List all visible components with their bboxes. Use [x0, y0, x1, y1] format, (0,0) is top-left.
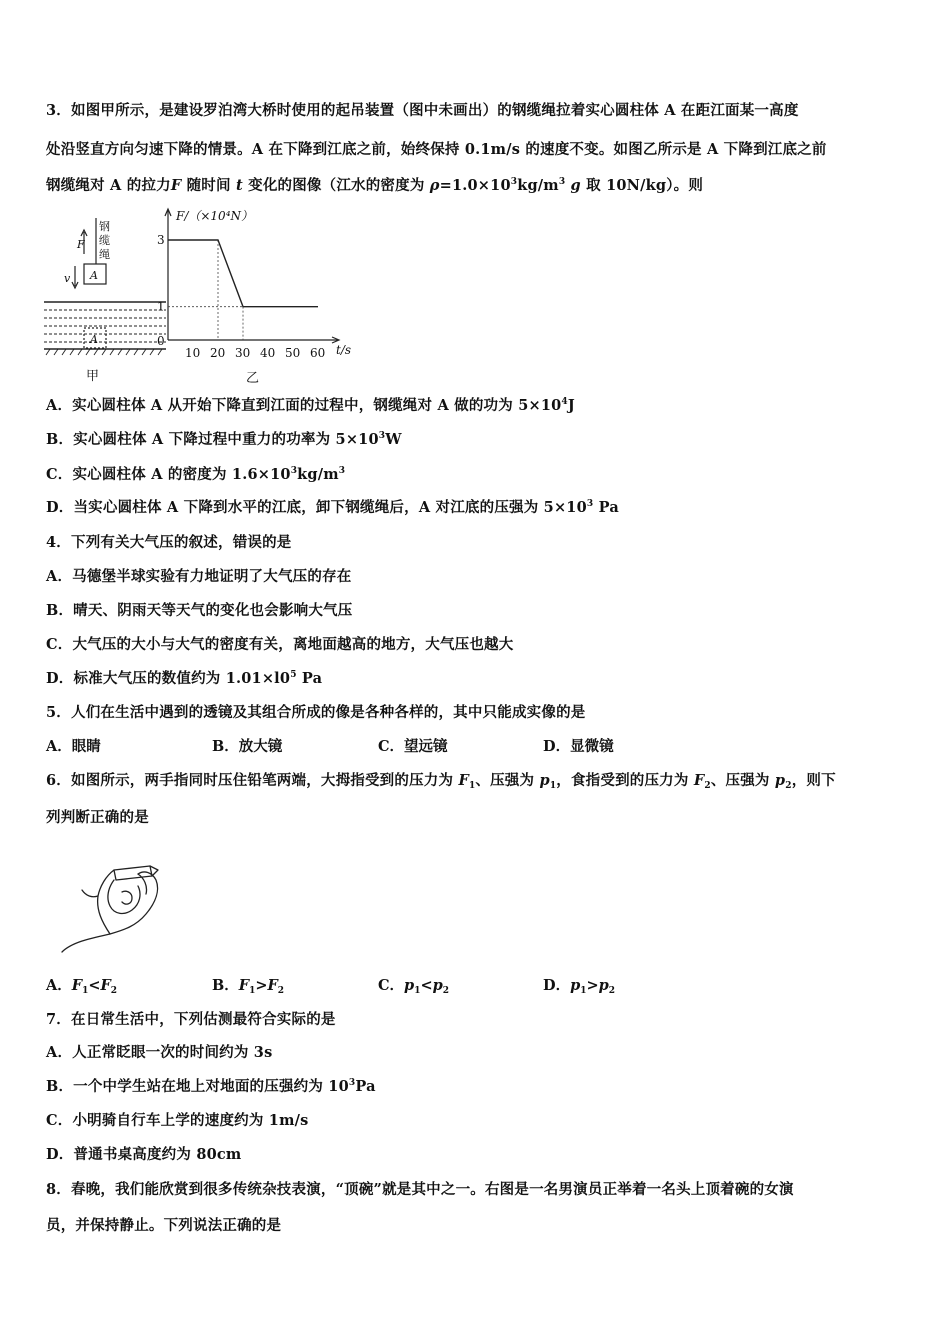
q6-option-d[interactable]: D．$p_1>p_2$: [543, 977, 616, 996]
q6-stem-line1: 6．如图所示，两手指同时压住铅笔两端，大拇指受到的压力为 $F_1$、压强为 $p_1$，食指受到的压力为 $F_2$、压强为 $p_2$，则下: [46, 772, 836, 791]
x-tick-label: 30: [235, 346, 251, 360]
figure-yi-chart: [150, 204, 370, 388]
q4-option-c[interactable]: C．大气压的大小与大气的密度有关，离地面越高的地方，大气压也越大: [46, 636, 514, 653]
q7-option-c[interactable]: C．小明骑自行车上学的速度约为 1m/s: [46, 1112, 309, 1129]
block-label: A: [90, 269, 98, 282]
q3-stem-line1: 3．如图甲所示，是建设罗泊湾大桥时使用的起吊装置（图中未画出）的钢缆绳拉着实心圆柱体 A 在距江面某一高度: [46, 102, 799, 119]
caption-jia: 甲: [86, 369, 100, 384]
q4-option-b[interactable]: B．晴天、阴雨天等天气的变化也会影响大气压: [46, 602, 353, 619]
q3-option-d[interactable]: D．当实心圆柱体 A 下降到水平的江底，卸下钢缆绳后，A 对江底的压强为 $5\times 10^3$ Pa: [46, 499, 619, 516]
q6-stem-line2: 列判断正确的是: [46, 809, 149, 826]
q5-option-d[interactable]: D．显微镜: [543, 738, 614, 755]
q6-option-a[interactable]: A．$F_1<F_2$: [46, 977, 118, 996]
x-axis-label: t/s: [336, 343, 352, 357]
cable-label-2: 缆: [99, 234, 110, 247]
q7-option-a[interactable]: A．人正常眨眼一次的时间约为 3s: [46, 1044, 273, 1061]
q7-stem: 7．在日常生活中，下列估测最符合实际的是: [46, 1011, 336, 1028]
q3-option-a[interactable]: A．实心圆柱体 A 从开始下降直到江面的过程中，钢缆绳对 A 做的功为 $5\times 10^4J$: [46, 397, 575, 414]
caption-yi: 乙: [246, 371, 260, 386]
x-tick-label: 50: [285, 346, 301, 360]
q7-option-d[interactable]: D．普通书桌高度约为 80cm: [46, 1146, 242, 1163]
y-tick-label: 1: [157, 299, 165, 314]
x-tick-label: 20: [210, 346, 226, 360]
q6-option-c[interactable]: C．$p_1<p_2$: [378, 977, 450, 996]
q3-option-b[interactable]: B．实心圆柱体 A 下降过程中重力的功率为 $5\times 10^3W$: [46, 431, 402, 448]
q8-stem-line1: 8．春晚，我们能欣赏到很多传统杂技表演，“顶碗”就是其中之一。右图是一名男演员正举着一名头上顶着碗的女演: [46, 1181, 794, 1198]
block-label-bottom: A: [90, 333, 98, 346]
series-f-line: [168, 240, 318, 307]
force-label: F: [77, 238, 85, 251]
velocity-label: v: [64, 272, 71, 285]
x-tick-label: 40: [260, 346, 276, 360]
q8-stem-line2: 员，并保持静止。下列说法正确的是: [46, 1217, 282, 1234]
cable-label-1: 钢: [99, 220, 110, 233]
q5-option-b[interactable]: B．放大镜: [212, 738, 283, 755]
pencil: [114, 866, 152, 880]
q5-option-a[interactable]: A．眼睛: [46, 738, 101, 755]
q7-option-b[interactable]: B．一个中学生站在地上对地面的压强约为 $10^3Pa$: [46, 1078, 376, 1095]
cable-label-3: 绳: [99, 248, 110, 261]
y-axis-label: F/（×10⁴N）: [176, 209, 254, 223]
x-tick-label: 10: [185, 346, 201, 360]
q5-stem: 5．人们在生活中遇到的透镜及其组合所成的像是各种各样的，其中只能成实像的是: [46, 704, 586, 721]
q4-option-d[interactable]: D．标准大气压的数值约为 $1.01\times l0^5$ Pa: [46, 670, 323, 687]
q3-stem-line3: 钢缆绳对 A 的拉力F 随时间 t 变化的图像（江水的密度为 $\rho=1.0\times 10^3kg/m^3$ g 取 10N/kg）。则: [46, 177, 704, 194]
x-tick-label: 60: [310, 346, 326, 360]
q3-stem-line2: 处沿竖直方向匀速下降的情景。A 在下降到江底之前，始终保持 0.1m/s 的速度不变。如图乙所示是 A 下降到江底之前: [46, 141, 827, 158]
q5-option-c[interactable]: C．望远镜: [378, 738, 448, 755]
q4-stem: 4．下列有关大气压的叙述，错误的是: [46, 534, 292, 551]
y-tick-label: 3: [157, 233, 165, 247]
y-tick-label: 0: [157, 334, 165, 348]
q3-option-c[interactable]: C．实心圆柱体 A 的密度为 $1.6\times 10^3kg/m^3$: [46, 466, 346, 483]
hand-pencil-figure: [52, 852, 172, 960]
q4-option-a[interactable]: A．马德堡半球实验有力地证明了大气压的存在: [46, 568, 352, 585]
q6-option-b[interactable]: B．$F_1>F_2$: [212, 977, 285, 996]
